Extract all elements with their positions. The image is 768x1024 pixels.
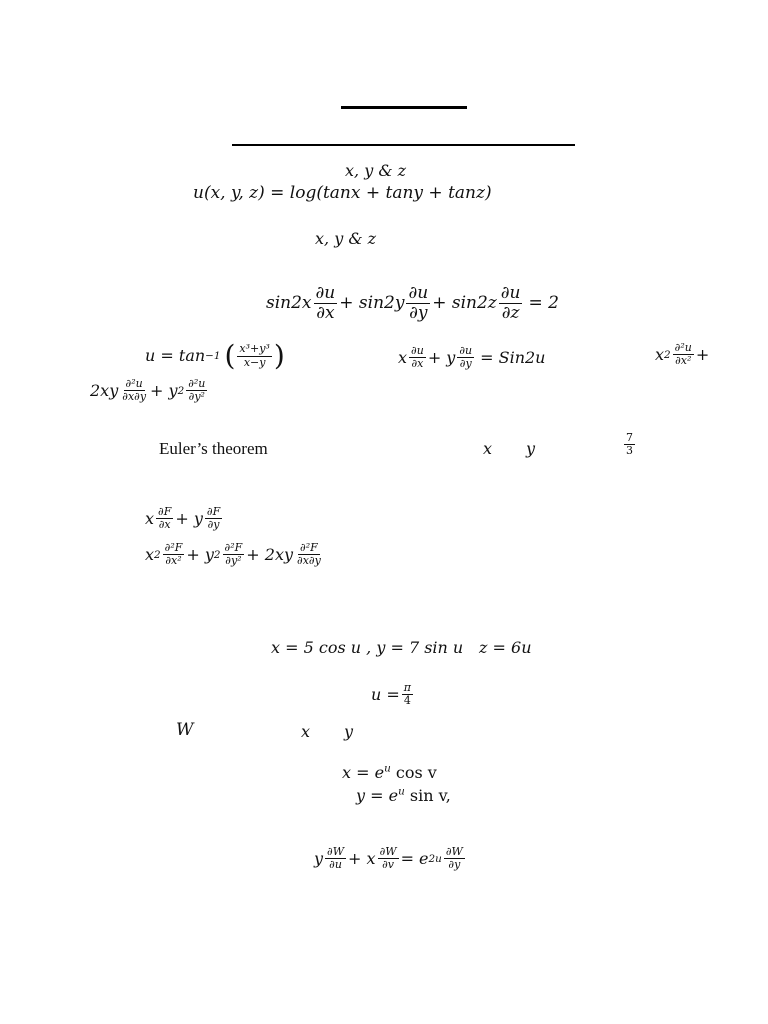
second-order-start: x 2 ∂²u ∂x² + — [655, 341, 710, 368]
title-underline-short — [341, 106, 467, 109]
w-y: y — [344, 722, 354, 741]
title-underline-long — [232, 144, 575, 146]
w-x: x — [301, 722, 311, 741]
x-definition: $x = e^u$ cos v — [342, 762, 437, 782]
rhs-two: = 2 — [528, 292, 559, 313]
second-order-F: x 2 ∂²F ∂x² + y 2 ∂²F ∂y² + 2xy ∂²F ∂x∂y — [145, 541, 321, 568]
euler-y: y — [526, 439, 536, 458]
euler-x: x — [483, 439, 493, 458]
frac-du-dz: $\frac{\partial u}{\partial z}$ — [500, 283, 521, 323]
w-label: W — [176, 720, 194, 740]
prove-sin2u: x ∂u ∂x + y $\frac{\partial u}{\partial y}$ = Sin2u — [398, 344, 546, 371]
term-sin2x: sin2x — [266, 292, 312, 313]
first-order-F: x ∂F ∂x + y ∂F ∂y — [145, 505, 221, 532]
pde-w: y ∂W ∂u + x $\frac{\partial W}{\partial v}$ = e 2u ∂W ∂y — [314, 845, 463, 872]
variables-line: x, y & z — [345, 161, 407, 180]
variables-line-2: x, y & z — [315, 229, 377, 248]
second-order-continued: 2xy ∂²u ∂x∂y + y 2 ∂²u ∂y² — [90, 377, 206, 404]
u-pi-over-four: u = $\frac{\pi}{4}$ — [371, 681, 412, 708]
euler-theorem-label: Euler’s theorem — [159, 439, 268, 458]
u-tan-inverse: u = tan −1 ( x³+y³ x−y ) — [145, 339, 285, 372]
equation-sin2x — [266, 284, 559, 322]
y-definition: $y = e^u$ sin v, — [356, 785, 451, 805]
frac-x3y3-over-xy: x³+y³ x−y — [239, 342, 270, 369]
frac-du-dy: ∂u ∂y — [408, 283, 429, 323]
parametric-z: z = 6u — [479, 638, 532, 657]
term-sin2y: + sin2y — [339, 292, 405, 313]
degree-seven-thirds: $\frac{7}{3}$ — [626, 431, 633, 458]
term-sin2z: + sin2z — [432, 292, 497, 313]
frac-du-dx: ∂u ∂x — [315, 283, 336, 323]
parametric-xy: x = 5 cos u , y = 7 sin u — [271, 638, 464, 657]
u-definition: u(x, y, z) = log(tanx + tany + tanz) — [193, 183, 492, 203]
